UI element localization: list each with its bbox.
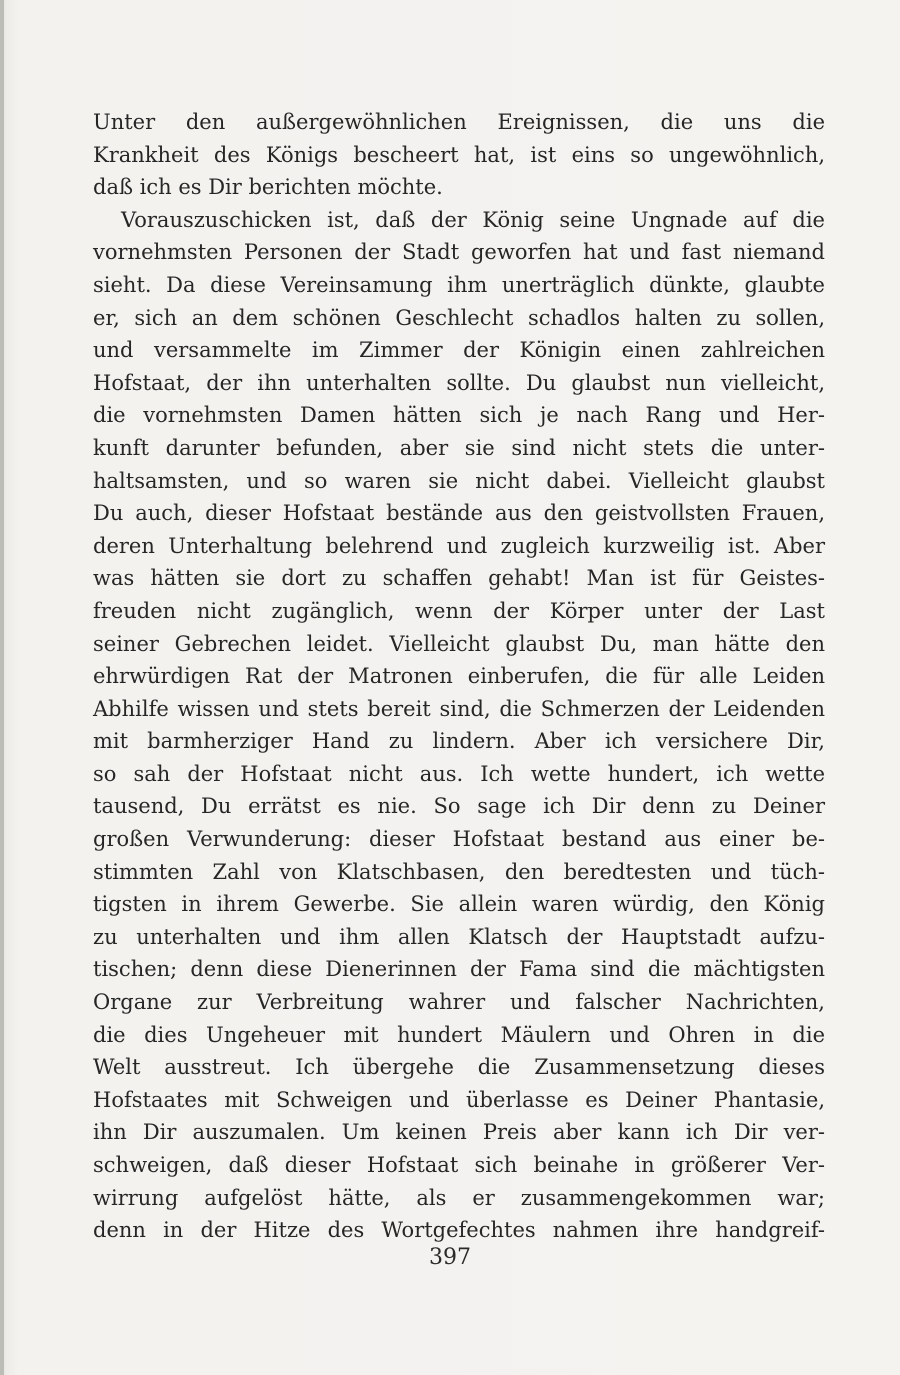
text-line: Hofstaates mit Schweigen und überlasse es Deiner Phantasie,	[93, 1087, 825, 1112]
text-line: mit barmherziger Hand zu lindern. Aber ich versichere Dir,	[93, 729, 825, 754]
text-line: ihn Dir auszumalen. Um keinen Preis aber kann ich Dir ver-	[93, 1120, 825, 1145]
text-line: tausend, Du errätst es nie. So sage ich Dir denn zu Deiner	[93, 794, 825, 819]
text-line: denn in der Hitze des Wortgefechtes nahmen ihre handgreif-	[93, 1218, 825, 1243]
text-line: wirrung aufgelöst hätte, als er zusammengekommen war;	[93, 1185, 825, 1210]
text-line: die dies Ungeheuer mit hundert Mäulern und Ohren in die	[93, 1022, 825, 1047]
text-line: die vornehmsten Damen hätten sich je nach Rang und Her-	[93, 403, 825, 428]
text-line: tigsten in ihrem Gewerbe. Sie allein waren würdig, den König	[93, 892, 825, 917]
text-line: haltsamsten, und so waren sie nicht dabei. Vielleicht glaubst	[93, 468, 825, 493]
text-line: deren Unterhaltung belehrend und zugleich kurzweilig ist. Aber	[93, 533, 825, 558]
text-line: daß ich es Dir berichten möchte.	[93, 175, 443, 200]
text-line: Vorauszuschicken ist, daß der König seine Ungnade auf die	[121, 207, 825, 232]
body-text	[93, 106, 825, 1247]
text-line: freuden nicht zugänglich, wenn der Körper unter der Last	[93, 598, 825, 623]
text-line: was hätten sie dort zu schaffen gehabt! Man ist für Geistes-	[93, 566, 825, 591]
text-line: tischen; denn diese Dienerinnen der Fama sind die mächtigsten	[93, 957, 825, 982]
text-line: schweigen, daß dieser Hofstaat sich beinahe in größerer Ver-	[93, 1153, 825, 1177]
text-line: Abhilfe wissen und stets bereit sind, die Schmerzen der Leidenden	[93, 696, 825, 721]
text-line: und versammelte im Zimmer der Königin einen zahlreichen	[93, 338, 825, 363]
text-line: vornehmsten Personen der Stadt geworfen hat und fast niemand	[93, 240, 825, 265]
text-line: Hofstaat, der ihn unterhalten sollte. Du glaubst nun vielleicht,	[93, 370, 825, 395]
text-line: sieht. Da diese Vereinsamung ihm unerträglich dünkte, glaubte	[93, 272, 825, 297]
binding-edge	[0, 0, 4, 1375]
text-line: Organe zur Verbreitung wahrer und falscher Nachrichten,	[93, 990, 825, 1015]
text-line: Welt ausstreut. Ich übergehe die Zusammensetzung dieses	[93, 1055, 825, 1080]
text-line: seiner Gebrechen leidet. Vielleicht glaubst Du, man hätte den	[93, 631, 825, 656]
text-line: stimmten Zahl von Klatschbasen, den beredtesten und tüch-	[93, 859, 825, 884]
text-line: großen Verwunderung: dieser Hofstaat bestand aus einer be-	[93, 827, 825, 852]
text-line: er, sich an dem schönen Geschlecht schadlos halten zu sollen,	[93, 305, 825, 330]
text-line: kunft darunter befunden, aber sie sind nicht stets die unter-	[93, 435, 825, 460]
text-line: so sah der Hofstaat nicht aus. Ich wette hundert, ich wette	[93, 761, 825, 786]
text-line: Du auch, dieser Hofstaat bestände aus den geistvollsten Frauen,	[93, 501, 825, 526]
text-line: zu unterhalten und ihm allen Klatsch der Hauptstadt aufzu-	[93, 924, 825, 949]
text-line: Krankheit des Königs bescheert hat, ist eins so ungewöhnlich,	[93, 142, 825, 167]
page-number: 397	[429, 1245, 471, 1270]
text-line: Unter den außergewöhnlichen Ereignissen, die uns die	[93, 110, 825, 134]
text-line: ehrwürdigen Rat der Matronen einberufen, die für alle Leiden	[93, 664, 825, 689]
